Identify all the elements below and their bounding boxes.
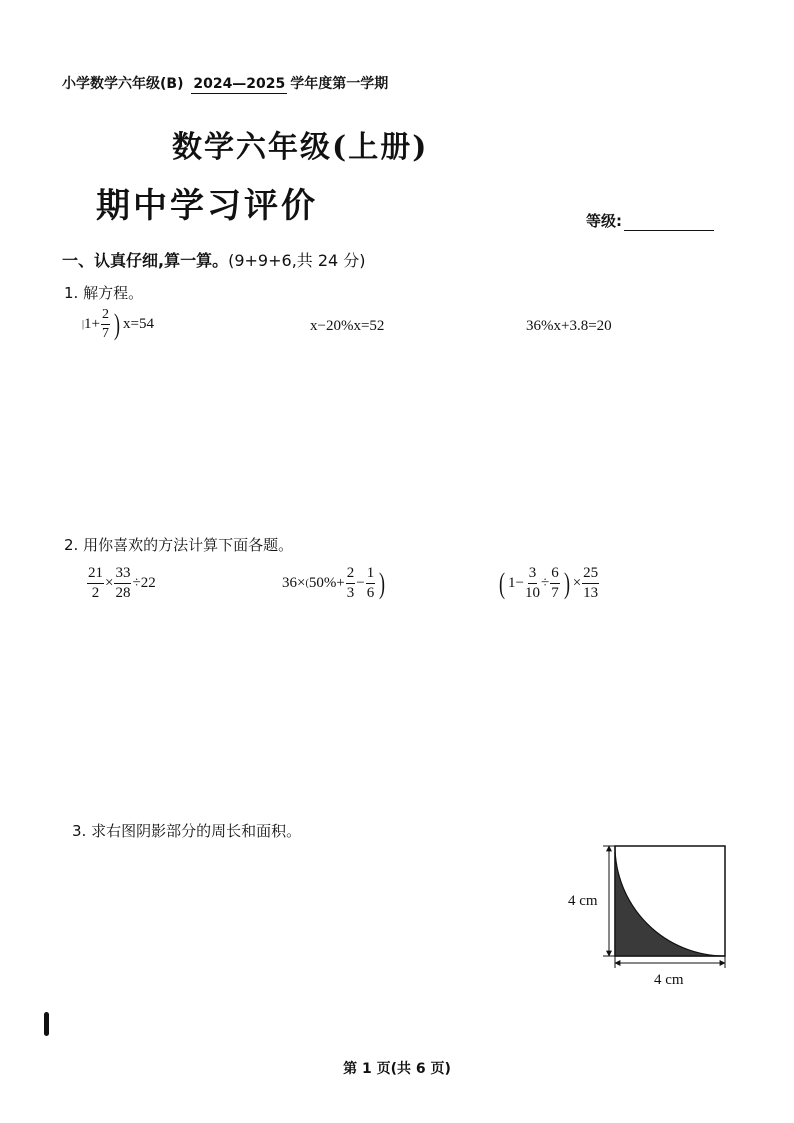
shaded-region [615, 846, 725, 956]
expression-3: ( 1− $\frac{3}{10}$ ÷ $\frac{6}{7}$ ) × $\frac{25}{13}$ [499, 565, 599, 601]
section-1-title: 一、认真仔细,算一算。 [62, 251, 229, 270]
side-length-label: 4 cm [568, 893, 598, 909]
equation-1-part-b: x=54 [122, 316, 154, 332]
page-subtitle: 期中学习评价 [96, 186, 318, 226]
page-title: 数学六年级(上册) [172, 130, 429, 165]
header-prefix: 小学数学六年级(B) [62, 76, 184, 92]
bottom-length-label: 4 cm [654, 972, 684, 988]
question-1-label: 1. 解方程。 [64, 284, 144, 302]
section-1-heading [62, 248, 366, 271]
scan-mark [44, 1012, 49, 1036]
equation-3: 36%x+3.8=20 [526, 318, 612, 334]
expression-2: 36× ( 50%+ $\frac{2}{3}$ − $\frac{1}{6}$ ) [282, 565, 386, 601]
equation-2: x−20%x=52 [310, 318, 385, 334]
question-3-label: 3. 求右图阴影部分的周长和面积。 [72, 822, 302, 840]
question-2-label: 2. 用你喜欢的方法计算下面各题。 [64, 536, 294, 554]
page-footer: 第 1 页(共 6 页) [343, 1061, 451, 1077]
expression-1: $\frac{21}{2}$ × $\frac{33}{28}$ ÷22 [88, 565, 156, 601]
header-suffix: 学年度第一学期 [290, 76, 389, 92]
section-1-points: (9+9+6,共 24 分) [228, 251, 366, 270]
header-year: 2024—2025 [193, 76, 286, 92]
grade-label: 等级: [586, 212, 622, 230]
equation-1: | 1+ $\frac{2}{7}$ ) x=54 [82, 307, 154, 341]
grade-blank[interactable] [624, 214, 714, 231]
equation-1-fraction: $\frac{2}{7}$ [101, 307, 109, 341]
header-line [62, 73, 388, 94]
equation-1-part-a: 1+ [84, 316, 100, 332]
grade-field [586, 210, 714, 231]
shaded-region-figure [595, 836, 735, 970]
